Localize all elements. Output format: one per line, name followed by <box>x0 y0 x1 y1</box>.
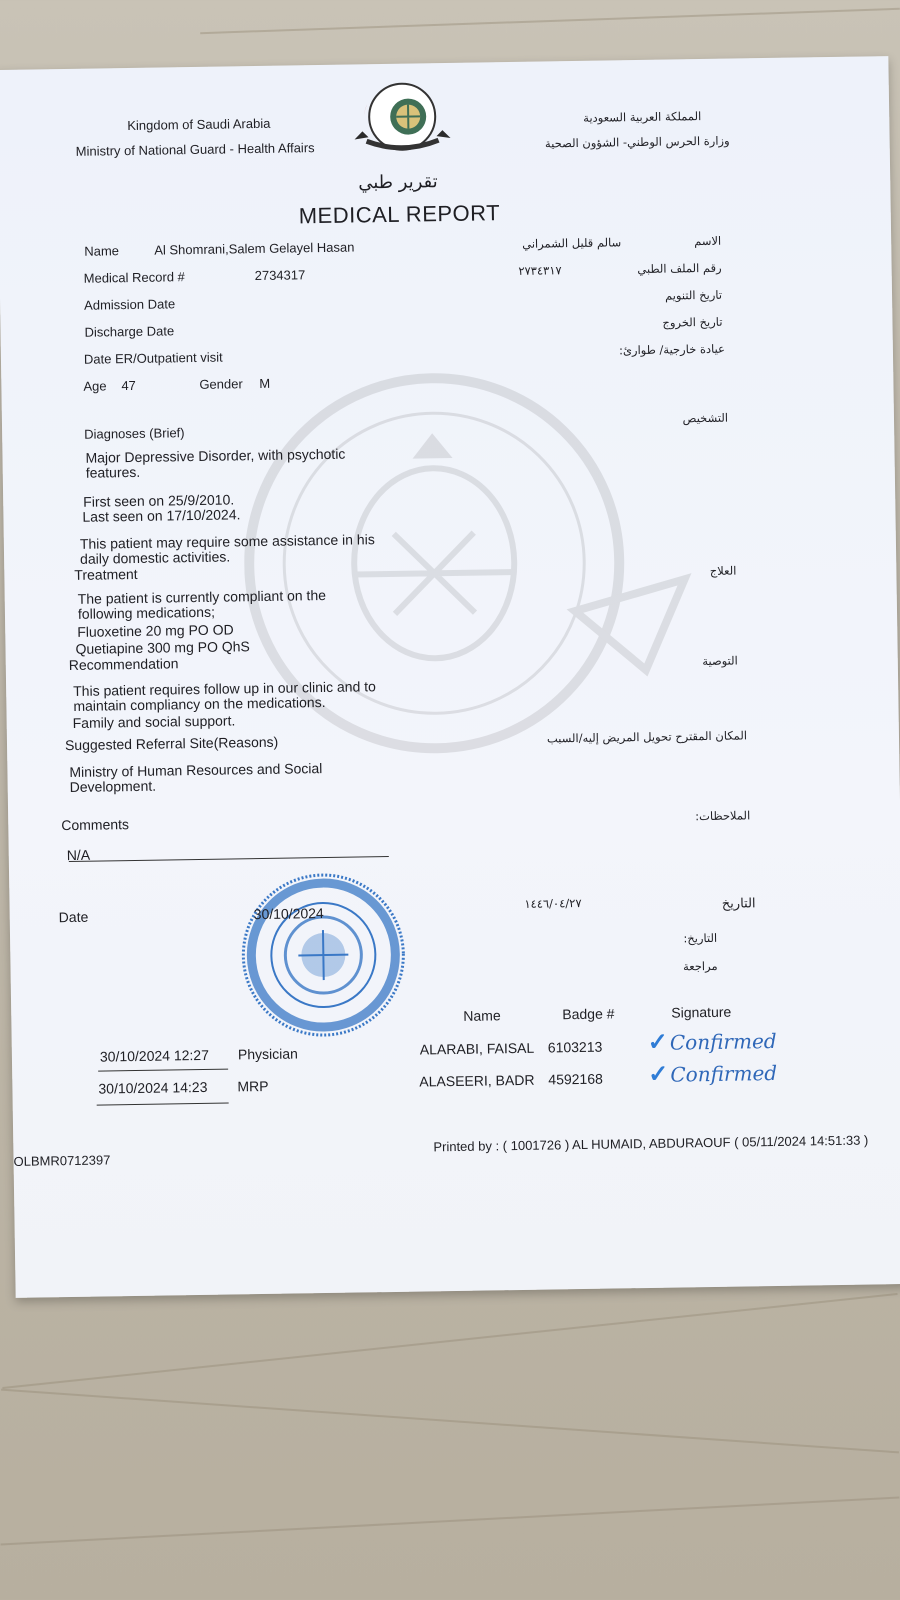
assistance-text: This patient may require some assistance in his daily domestic activities. <box>79 531 375 567</box>
kingdom-en: Kingdom of Saudi Arabia <box>127 115 271 134</box>
medication-2: Quetiapine 300 mg PO QhS <box>75 638 250 657</box>
name-ar-label: الاسم <box>694 233 722 249</box>
fabric-seam <box>2 1293 897 1389</box>
sig-col-name: Name <box>463 1007 501 1024</box>
mrn-value: 2734317 <box>254 267 306 284</box>
sig-row-divider <box>97 1103 229 1106</box>
footer-printed-by: Printed by : ( 1001726 ) AL HUMAID, ABDURAOUF ( 05/11/2024 14:51:33 ) <box>433 1132 869 1155</box>
recommendation-text-2: Family and social support. <box>72 712 236 731</box>
report-title-ar: تقرير طبي <box>358 171 438 194</box>
sig-row-status <box>648 1026 777 1057</box>
ministry-emblem-icon <box>352 78 453 160</box>
first-seen: First seen on 25/9/2010. <box>83 491 235 510</box>
comments-underline <box>69 856 389 862</box>
sig-row-datetime: 30/10/2024 14:23 <box>98 1078 208 1097</box>
sig-row-name: ALARABI, FAISAL <box>419 1039 535 1058</box>
diagnosis-text: Major Depressive Disorder, with psychotic features. <box>85 445 346 481</box>
date-ar-label-2: التاريخ: <box>683 930 718 946</box>
emblem-watermark <box>241 359 708 786</box>
comments-ar-label: الملاحظات: <box>695 808 751 824</box>
sig-row-status <box>648 1058 777 1089</box>
date-value: 30/10/2024 <box>253 905 324 923</box>
sig-row-divider <box>98 1069 228 1072</box>
gender-value: M <box>259 375 271 391</box>
recommendation-ar-label: التوصية <box>702 653 738 669</box>
medical-report-page <box>0 56 900 1298</box>
sig-row-badge: 6103213 <box>547 1038 603 1056</box>
treatment-ar-label: العلاج <box>709 563 737 578</box>
treatment-text: The patient is currently compliant on the following medications; <box>77 586 327 622</box>
mrn-ar-label: رقم الملف الطبي <box>637 260 722 277</box>
referral-label: Suggested Referral Site(Reasons) <box>64 733 279 754</box>
hijri-date: ١٤٤٦/٠٤/٢٧ <box>524 895 582 911</box>
fabric-seam <box>200 8 900 34</box>
review-ar-label: مراجعة <box>682 958 718 974</box>
recommendation-text: This patient requires follow up in our clinic and to maintain compliancy on the medications. <box>73 678 376 714</box>
name-label: Name <box>84 243 120 259</box>
medication-1: Fluoxetine 20 mg PO OD <box>77 621 234 640</box>
age-value: 47 <box>121 377 136 394</box>
footer-code: OLBMR0712397 <box>13 1152 111 1169</box>
discharge-ar-label: تاريخ الخروج <box>662 314 723 330</box>
mrn-ar-value: ٢٧٣٤٣١٧ <box>518 263 562 278</box>
recommendation-label: Recommendation <box>68 655 179 674</box>
kingdom-ar: المملكة العربية السعودية <box>583 109 702 125</box>
date-label: Date <box>58 908 89 926</box>
sig-row-role: MRP <box>237 1077 269 1095</box>
confirmed-text: Confirmed <box>670 1060 778 1087</box>
confirmed-text: Confirmed <box>669 1028 777 1055</box>
comments-label: Comments <box>61 816 130 834</box>
sig-row-name: ALASEERI, BADR <box>419 1071 535 1090</box>
diagnoses-label: Diagnoses (Brief) <box>84 425 185 442</box>
sig-col-badge: Badge # <box>562 1005 615 1023</box>
age-label: Age <box>83 378 107 394</box>
er-visit-label: Date ER/Outpatient visit <box>83 349 223 367</box>
discharge-label: Discharge Date <box>84 323 175 340</box>
admission-label: Admission Date <box>83 296 176 313</box>
fabric-seam <box>1 1389 899 1454</box>
medical-records-stamp-icon <box>237 869 410 1042</box>
last-seen: Last seen on 17/10/2024. <box>82 506 241 525</box>
admission-ar-label: تاريخ التنويم <box>664 287 723 303</box>
checkmark-icon: ✓ <box>648 1060 669 1088</box>
checkmark-icon: ✓ <box>647 1028 669 1056</box>
referral-ar-label: المكان المقترح تحويل المريض إليه/السبب <box>546 728 748 746</box>
mrn-label: Medical Record # <box>83 269 185 286</box>
sig-row-role: Physician <box>237 1045 298 1063</box>
sig-col-signature: Signature <box>671 1003 732 1021</box>
ministry-ar: وزارة الحرس الوطني- الشؤون الصحية <box>544 133 730 151</box>
er-visit-ar-label: عيادة خارجية/ طوارئ: <box>618 341 725 358</box>
sig-row-badge: 4592168 <box>548 1070 603 1088</box>
name-ar-value: سالم قليل الشمراني <box>522 235 622 251</box>
sig-row-datetime: 30/10/2024 12:27 <box>99 1046 210 1065</box>
report-title-en: MEDICAL REPORT <box>298 200 501 229</box>
gender-label: Gender <box>199 376 243 392</box>
referral-text: Ministry of Human Resources and Social Development. <box>69 760 323 796</box>
date-ar-label: التاريخ <box>721 896 756 912</box>
ministry-en: Ministry of National Guard - Health Affairs <box>75 140 315 159</box>
name-value: Al Shomrani,Salem Gelayel Hasan <box>154 239 355 258</box>
treatment-label: Treatment <box>74 565 138 583</box>
fabric-seam <box>1 1496 900 1545</box>
diagnoses-ar-label: التشخيص <box>682 410 729 426</box>
comments-value: N/A <box>66 846 91 864</box>
